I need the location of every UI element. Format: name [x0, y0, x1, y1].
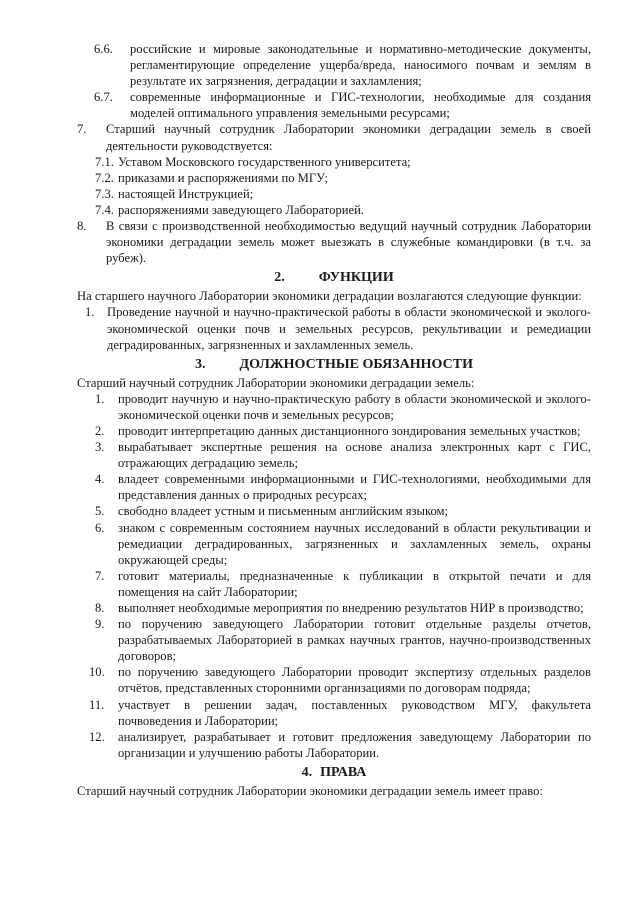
list-item — [95, 616, 591, 664]
list-item — [94, 41, 591, 89]
section-number: 4. — [301, 764, 313, 780]
section-heading — [77, 269, 591, 287]
item-text: Старший научный сотрудник Лаборатории экономики деградации земель в своей деятельности руководствуется: — [106, 122, 591, 153]
item-number: 7.3. — [95, 186, 114, 201]
section-heading — [77, 356, 591, 374]
item-text: настоящей Инструкцией; — [118, 186, 254, 201]
item-number: 2. — [95, 423, 105, 438]
item-text: Проведение научной и научно-практической работы в области экономической и эколого-экономической оценки почв и земельных ресурсов, рекультивации и ремедиации деградированных, загрязненных и захламленных земель. — [107, 305, 591, 352]
item-text: приказами и распоряжениями по МГУ; — [118, 170, 329, 185]
list-item — [0, 121, 591, 153]
item-number: 6.6. — [94, 42, 113, 56]
item-number: 10. — [89, 665, 105, 680]
section-intro: Старший научный сотрудник Лаборатории экономики деградации земель имеет право: — [77, 783, 543, 798]
section-heading — [77, 764, 591, 782]
item-number: 7.2. — [95, 170, 114, 185]
list-item — [95, 423, 591, 439]
document-body — [0, 41, 638, 799]
list-item — [95, 202, 591, 218]
list-item — [95, 568, 591, 600]
item-text: российские и мировые законодательные и нормативно-методические документы, регламентирующие определение ущерба/вреда, наносимого почвам и землям в результате их загрязнения, деградации и захламления; — [130, 42, 591, 89]
item-text: анализирует, разрабатывает и готовит предложения заведующему Лаборатории по организации и улучшению работы Лаборатории. — [118, 729, 591, 760]
list-item — [89, 697, 591, 729]
item-number: 8. — [95, 601, 105, 615]
item-text: участвует в решении задач, поставленных руководством МГУ, факультета почвоведения и Лаборатории; — [118, 697, 591, 728]
item-number: 12. — [89, 729, 105, 744]
item-number: 7. — [77, 122, 87, 137]
item-number: 5. — [95, 504, 105, 519]
item-text: по поручению заведующего Лаборатории проводит экспертизу отдельных разделов отчётов, представленных сторонними организациями по договорам подряда; — [118, 665, 591, 696]
item-number: 1. — [85, 305, 95, 320]
item-number: 6. — [95, 520, 105, 535]
item-text: выполняет необходимые мероприятия по внедрению результатов НИР в производство; — [118, 601, 584, 615]
list-item — [85, 304, 591, 352]
list-item — [94, 89, 591, 121]
item-text: знаком с современным состоянием научных исследований в области рекультивации и ремедиации деградированных, загрязненных и захламленных земель, охраны окружающей среды; — [118, 520, 591, 567]
list-item — [95, 471, 591, 503]
section-intro: На старшего научного Лаборатории экономики деградации возлагаются следующие функции: — [77, 289, 582, 304]
item-number: 7.1. — [95, 154, 114, 169]
item-number: 11. — [89, 697, 105, 712]
item-text: современные информационные и ГИС-технологии, необходимые для создания моделей оптимального управления земельными ресурсами; — [130, 90, 591, 121]
section-title: ФУНКЦИИ — [318, 270, 394, 286]
section-number: 3. — [195, 356, 206, 372]
item-number: 8. — [77, 219, 87, 234]
item-text: владеет современными информационными и ГИС-технологиями, необходимыми для представления данных о природных ресурсах; — [118, 472, 591, 503]
item-text: распоряжениями заведующего Лабораторией. — [118, 202, 364, 217]
list-item — [95, 520, 591, 568]
section-title: ПРАВА — [320, 764, 367, 780]
list-item — [89, 729, 591, 761]
list-item — [95, 170, 591, 186]
section-number: 2. — [274, 270, 285, 286]
list-item — [95, 154, 591, 170]
list-item — [95, 503, 591, 519]
item-text: готовит материалы, предназначенные к публикации в открытой печати и для помещения на сайт Лаборатории; — [118, 568, 591, 599]
section-title: ДОЛЖНОСТНЫЕ ОБЯЗАННОСТИ — [239, 356, 473, 372]
item-number: 3. — [95, 440, 105, 455]
item-number: 9. — [95, 617, 105, 632]
item-text: по поручению заведующего Лаборатории готовит отдельные разделы отчетов, разрабатываемых Лабораторией в рамках научных грантов, научно-производственных договоров; — [118, 617, 591, 664]
list-item — [0, 218, 591, 266]
item-number: 1. — [95, 391, 105, 406]
item-number: 6.7. — [94, 90, 113, 105]
item-text: проводит интерпретацию данных дистанционного зондирования земельных участков; — [118, 423, 581, 438]
item-text: свободно владеет устным и письменным английским языком; — [118, 504, 449, 519]
list-item — [95, 186, 591, 202]
item-text: вырабатывает экспертные решения на основе анализа электронных карт с ГИС, отражающих деградацию земель; — [118, 440, 591, 471]
item-text: В связи с производственной необходимостью ведущий научный сотрудник Лаборатории экономики деградации земель может выезжать в служебные командировки (в т.ч. за рубеж). — [106, 219, 591, 266]
list-item — [95, 439, 591, 471]
item-text: проводит научную и научно-практическую работу в области экономической и эколого-экономической оценки почв и земельных ресурсов; — [118, 391, 591, 422]
item-number: 7. — [95, 568, 105, 583]
list-item — [95, 391, 591, 423]
item-number: 7.4. — [95, 202, 114, 217]
item-number: 4. — [95, 472, 105, 487]
list-item — [95, 600, 591, 616]
list-item — [89, 664, 591, 696]
item-text: Уставом Московского государственного университета; — [118, 154, 411, 169]
section-intro: Старший научный сотрудник Лаборатории экономики деградации земель: — [77, 375, 475, 390]
